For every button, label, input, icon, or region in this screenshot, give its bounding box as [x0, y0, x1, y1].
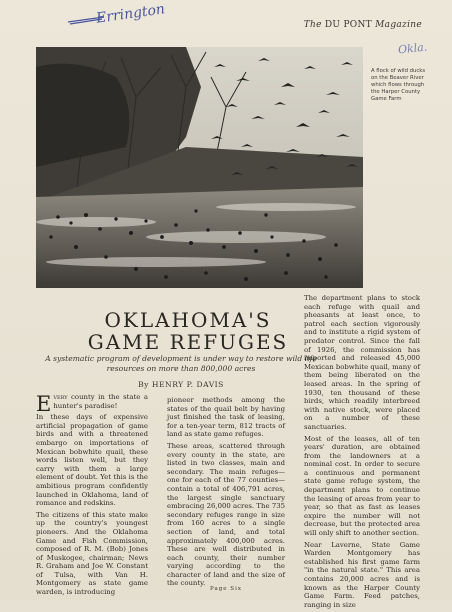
text-column-2 [167, 296, 285, 591]
paragraph: These areas, scattered through every county in the state, are listed in two classes, main and secondary. The main refuges—one for each of the 77 counties—contain a total of 406,791 acres, the largest single sanctuary embracing 26,000 acres. The 735 secondary refuges range in size from 160 acres to a single section of land, and total approximately 400,000 acres. These are well distributed in each county, their number varying according to the character of land and the size of the county. [167, 441, 285, 588]
page-number: Page Six [210, 586, 242, 592]
river-ducks-illustration [36, 47, 363, 288]
masthead-brand: DU PONT [324, 20, 372, 30]
text-column-1 [36, 393, 148, 600]
masthead-suffix: Magazine [375, 20, 422, 30]
drop-cap: E [36, 392, 52, 416]
paragraph: The department plans to stock each refuge with quail and pheasants at least once, to patrol each section vigorously and to institute a rigid system of predator control. Since the fall of 1926, the commission has imported and released 45,000 Mexican bobwhite quail, many of them being liberated on the leased areas. In the spring of 1930, ten thousand of these birds, which readily interbreed with native stock, were placed on a number of these sanctuaries. [304, 294, 420, 431]
paragraph-text: county in the state a hunter's paradise! [53, 393, 148, 410]
article-byline: By HENRY P. DAVIS [138, 380, 224, 389]
text-column-3 [304, 294, 420, 612]
river-ducks-photo [36, 47, 363, 288]
paragraph: In these days of expensive artificial propagation of game birds and with a threatened embargo on importations of Mexican bobwhite quail, these words listen well, but they carry with them a large element of doubt. Yet this is the ambitious program confidently launched in Oklahoma, land of romance and redskins. [36, 413, 148, 508]
article-subtitle: A systematic program of development is under way to restore wild life resources on more than 800,000 acres [45, 354, 317, 373]
lead-word: very [53, 393, 68, 401]
paragraph: The citizens of this state make up the country's youngest pioneers. And the Oklahoma Game and Fish Commission, composed of R. M. (Bob) Jones of Muskogee, chairman; News R. Graham and Joe W. Constant of Tulsa, with Van H. Montgomery as state game warden, is introducing [36, 510, 148, 597]
handwritten-note-corner: Okla. [397, 40, 428, 57]
title-line-2: GAME REFUGES [87, 330, 289, 354]
photo-caption: A flock of wild ducks on the Beaver River which flows through the Harper County Game Farm [371, 68, 426, 102]
paragraph [36, 392, 148, 416]
handwritten-note-top: Errington [95, 1, 166, 27]
magazine-masthead [304, 20, 422, 30]
masthead-prefix: The [303, 20, 322, 30]
paragraph: Near Laverne, State Game Warden Montgomery has established his first game farm "in the natural state." This area contains 20,000 acres and is known as the Harper County Game Farm. Feed patches, ranging in size [304, 540, 420, 609]
title-line-1: OKLAHOMA'S [104, 308, 272, 332]
paragraph: Most of the leases, all of ten years' duration, are obtained from the landowners at a nominal cost. In order to secure a continuous and permanent state game refuge system, the department plans to continue the leasing of areas from year to year, so that as fast as leases expire the number will not decrease, but the protected area will only shift to another section. [304, 434, 420, 538]
paragraph: pioneer methods among the states of the quail belt by having just finished the task of leasing, for a ten-year term, 812 tracts of land as state game refuges. [167, 396, 285, 439]
